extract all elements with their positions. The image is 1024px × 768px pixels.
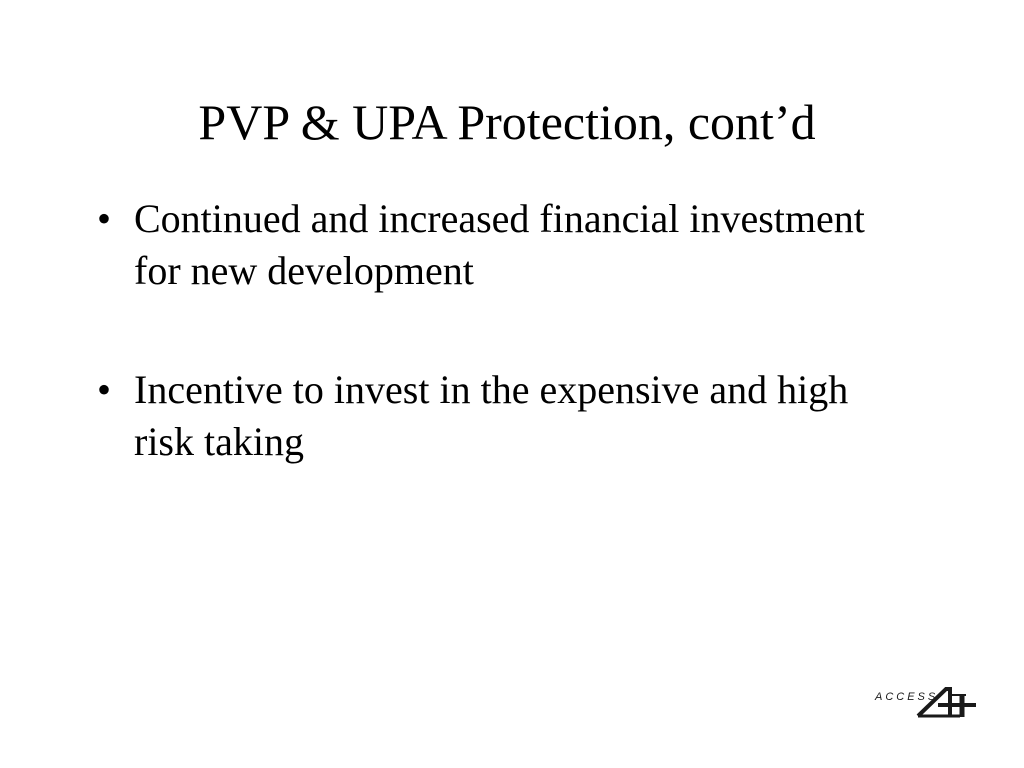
access-logo: [872, 683, 982, 723]
bullet-item: [96, 193, 896, 297]
bullet-text: Incentive to invest in the expensive and high risk taking: [134, 367, 849, 464]
bullet-dot-icon: •: [97, 196, 112, 241]
bullet-dot-icon: •: [97, 367, 112, 412]
bullet-item: [96, 364, 896, 468]
a4-logo-icon: [916, 685, 980, 719]
bullet-list: [96, 193, 896, 535]
bullet-text: Continued and increased financial investment for new development: [134, 196, 865, 293]
logo-wordmark: ACCESS: [875, 691, 939, 703]
slide-title: PVP & UPA Protection, cont’d: [198, 94, 816, 150]
